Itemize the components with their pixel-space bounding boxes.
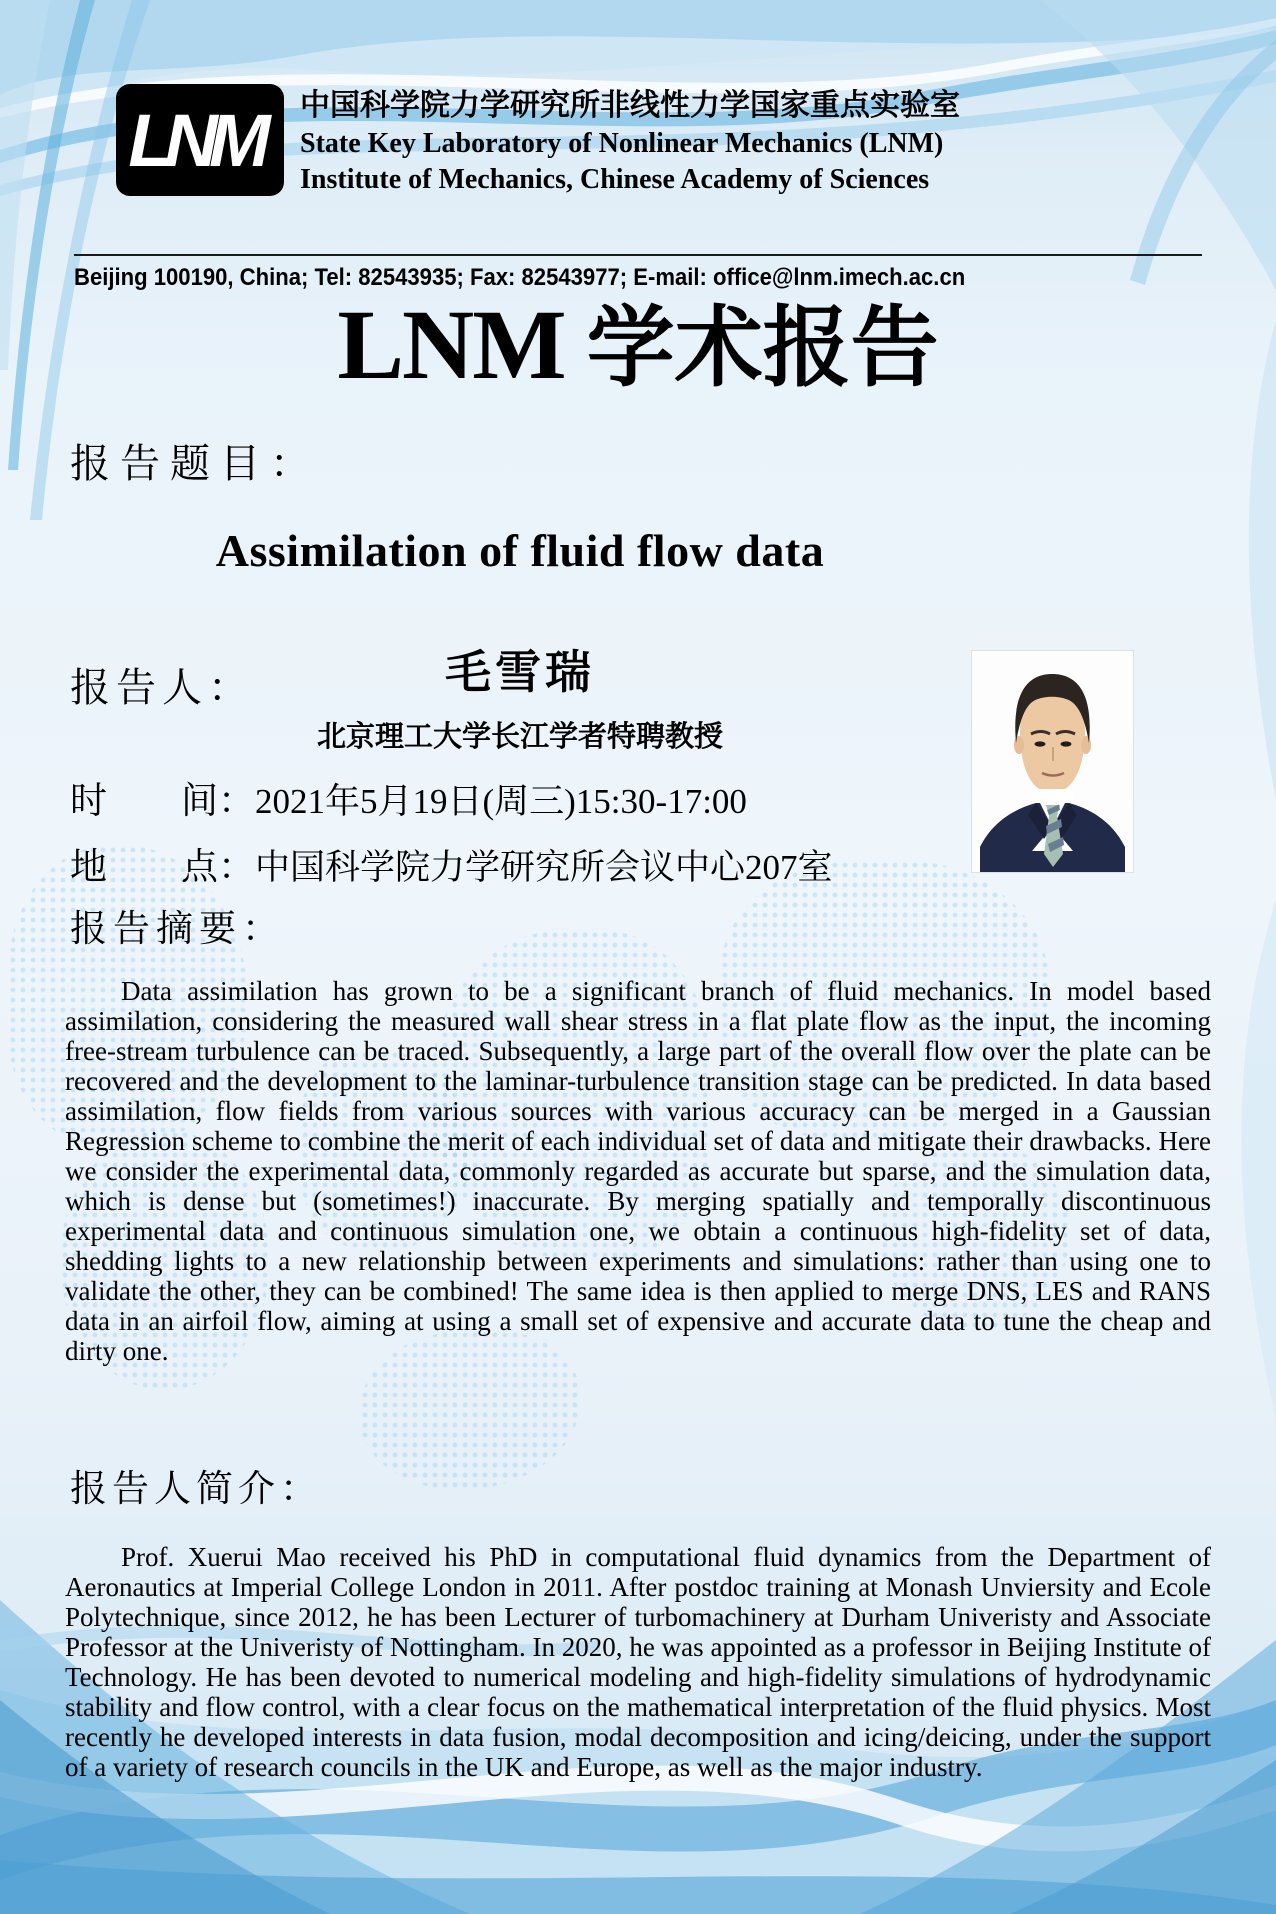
header-divider xyxy=(74,254,1202,256)
banner-title xyxy=(0,278,1276,404)
time-value: 2021年5月19日(周三)15:30-17:00 xyxy=(255,782,747,821)
venue-value: 中国科学院力学研究所会议中心207室 xyxy=(255,848,833,887)
venue-row xyxy=(70,836,833,890)
abstract-text: Data assimilation has grown to be a significant branch of fluid mechanics. In model based assimilation, considering the measured wall shear stress in a flat plate flow as the input, the incoming free-stream turbulence can be traced. Subsequently, a large part of the overall flow over the plate can be recovered and the development to the laminar-turbulence transition stage can be predicted. In data based assimilation, flow fields from various sources with various accuracy can be merged in a Gaussian Regression scheme to combine the merit of each individual set of data and mitigate their drawbacks. Here we consider the experimental data, commonly regarded as accurate but sparse, and the simulation data, which is dense but (sometimes!) inaccurate. By merging spatially and temporally discontinuous experimental data and continuous simulation one, we obtain a continuous high-fidelity set of data, shedding lights to a new relationship between experiments and simulations: rather than using one to validate the other, they can be combined! The same idea is then applied to merge DNS, LES and RANS data in an airfoil flow, aiming at using a small set of expensive and accurate data to tune the cheap and dirty one. xyxy=(65,976,1211,1366)
speaker-portrait-illustration xyxy=(972,651,1133,872)
time-row xyxy=(70,770,747,824)
time-label: 时 间： xyxy=(70,781,255,822)
lnm-logo xyxy=(116,84,284,196)
org-name-english-line2: Institute of Mechanics, Chinese Academy of Sciences xyxy=(300,164,930,195)
speaker-label: 报告人： xyxy=(70,665,254,710)
bio-text: Prof. Xuerui Mao received his PhD in computational fluid dynamics from the Department of Aeronautics at Imperial College London in 2011. After postdoc training at Monash Unviersity and Ecole Polytechnique, since 2012, he has been Lecturer of turbomachinery at Durham Univeristy and Associate Professor at the Univeristy of Nottingham. In 2020, he was appointed as a professor in Beijing Institute of Technology. He has been devoted to numerical modeling and high-fidelity simulations of hydrodynamic stability and flow control, with a clear focus on the mathematical interpretation of the fluid physics. Most recently he developed interests in data fusion, modal decomposition and icing/deicing, under the support of a variety of research councils in the UK and Europe, as well as the major industry. xyxy=(65,1542,1211,1782)
talk-title-label: 报告题目： xyxy=(70,441,320,486)
banner-title-en: LNM xyxy=(337,289,565,400)
talk-title: Assimilation of fluid flow data xyxy=(215,525,825,576)
venue-label: 地 点： xyxy=(70,847,255,888)
abstract-label: 报告摘要： xyxy=(70,909,285,950)
organization-block xyxy=(300,86,1060,198)
org-name-english-line1: State Key Laboratory of Nonlinear Mechanics (LNM) xyxy=(300,128,944,159)
speaker-name: 毛雪瑞 xyxy=(445,646,595,698)
speaker-block xyxy=(70,636,970,755)
contact-info: Beijing 100190, China; Tel: 82543935; Fax: 82543977; E-mail: office@lnm.imech.ac.cn xyxy=(74,264,966,291)
speaker-affiliation: 北京理工大学长江学者特聘教授 xyxy=(316,721,723,753)
lnm-logo-text: LNM xyxy=(128,98,262,182)
banner-title-cn: 学术报告 xyxy=(586,301,939,398)
speaker-photo xyxy=(972,651,1133,872)
bio-label: 报告人简介： xyxy=(70,1469,322,1510)
org-name-chinese: 中国科学院力学研究所非线性力学国家重点实验室 xyxy=(300,89,960,122)
